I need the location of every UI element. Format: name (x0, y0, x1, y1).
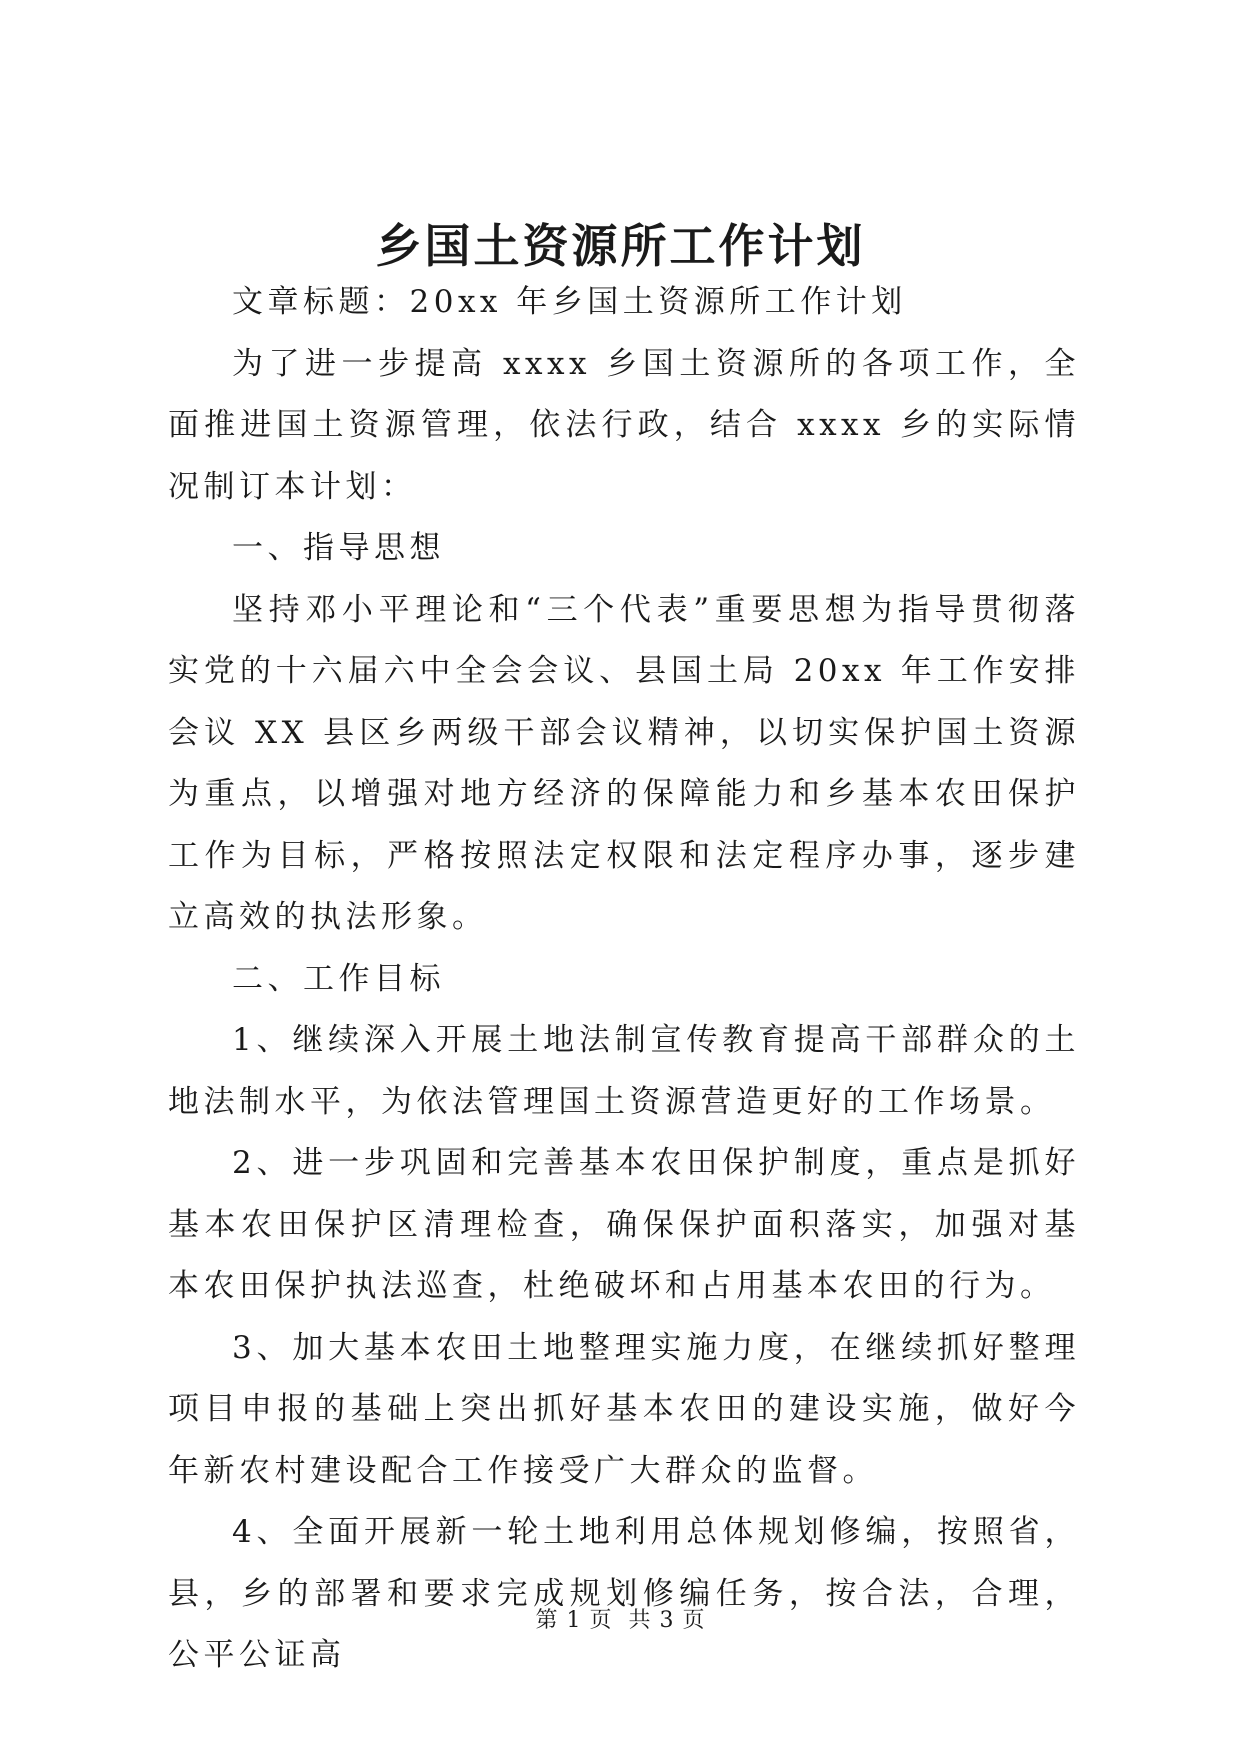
section-heading-work-goals: 二、工作目标 (232, 960, 445, 997)
goal-item-2: 2、进一步巩固和完善基本农田保护制度，重点是抓好基本农田保护区清理检查，确保保护面积落实，加强对基本农田保护执法巡查，杜绝破坏和占用基本农田的行为。 (168, 1145, 1080, 1304)
document-title: 乡国土资源所工作计划 (375, 219, 866, 273)
article-title-line: 文章标题：20xx 年乡国土资源所工作计划 (232, 284, 907, 320)
goal-item-4: 4、全面开展新一轮土地利用总体规划修编，按照省，县，乡的部署和要求完成规划修编任务，按合法，合理，公平公证高 (168, 1514, 1080, 1673)
guiding-ideology-paragraph: 坚持邓小平理论和“三个代表”重要思想为指导贯彻落实党的十六届六中全会会议、县国土局 20xx 年工作安排会议 XX 县区乡两级干部会议精神，以切实保护国土资源为重点，以增强对地方经济的保障能力和乡基本农田保护工作为目标，严格按照法定权限和法定程序办事，逐步建立高效的执法形象。 (168, 591, 1080, 935)
goal-item-1: 1、继续深入开展土地法制宣传教育提高干部群众的土地法制水平，为依法管理国土资源营造更好的工作场景。 (168, 1022, 1080, 1120)
section-heading-guiding-ideology: 一、指导思想 (232, 530, 445, 566)
page-number-footer (0, 1606, 1241, 1636)
intro-paragraph: 为了进一步提高 xxxx 乡国土资源所的各项工作，全面推进国土资源管理，依法行政，结合 xxxx 乡的实际情况制订本计划： (168, 345, 1080, 505)
goal-item-3: 3、加大基本农田土地整理实施力度，在继续抓好整理项目申报的基础上突出抓好基本农田的建设实施，做好今年新农村建设配合工作接受广大群众的监督。 (168, 1329, 1080, 1489)
page-number-label: 第 1 页 共 3 页 (535, 1608, 706, 1633)
document-body (168, 272, 1080, 1687)
